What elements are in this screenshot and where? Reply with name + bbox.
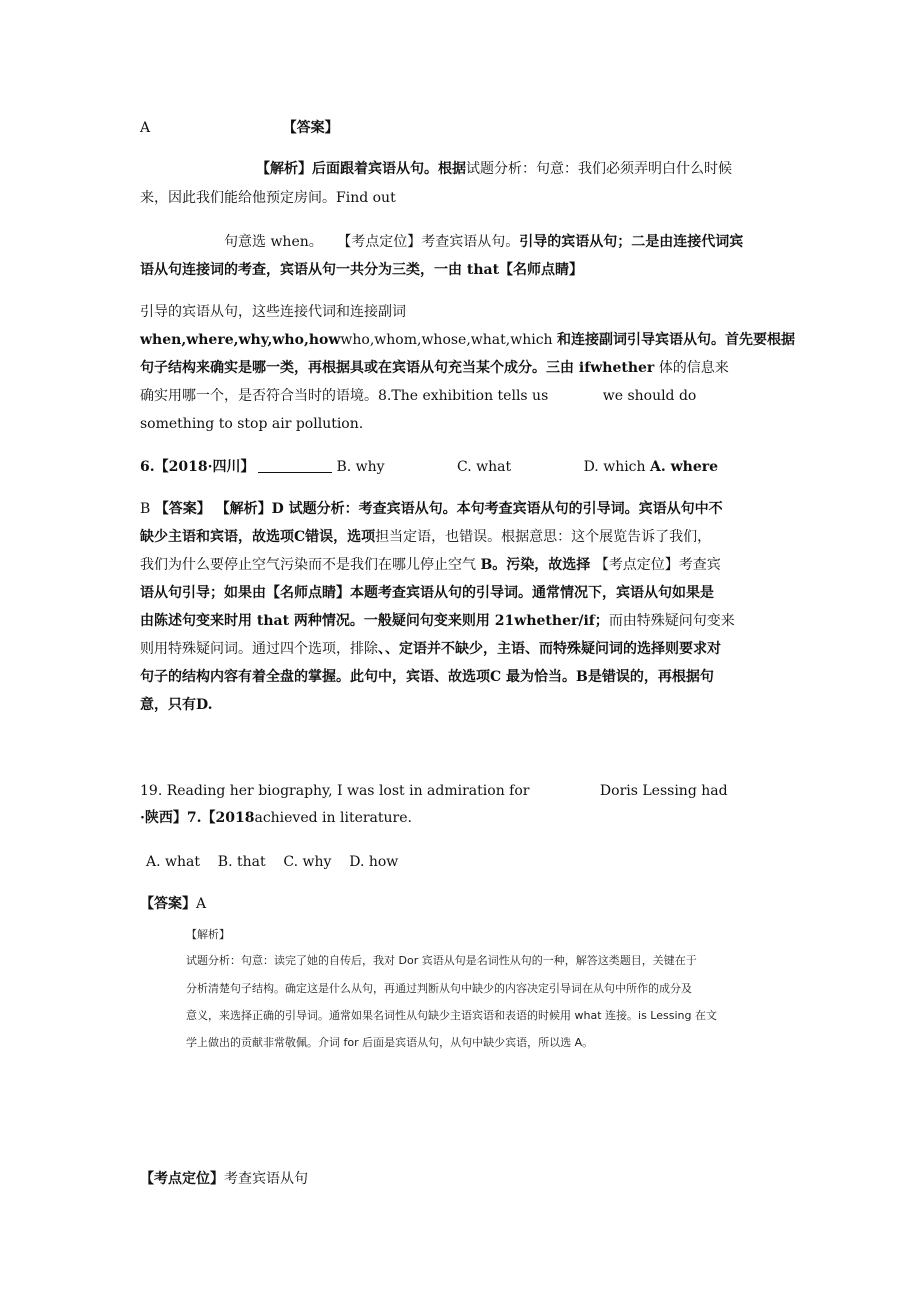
- scan-title: 【解析】: [186, 928, 230, 941]
- scan-line: 意义，来选择正确的引导词。通常如果名词性从句缺少主语宾语和表语的时候用 what 连接。is Lessing 在文: [186, 1009, 717, 1022]
- text-line: 句子结构来确实是哪一类，再根据具或在宾语从句充当某个成分。三由 ifwhether 体的信息来: [140, 360, 729, 376]
- option-c: C. what: [457, 459, 512, 475]
- text-line: 语从句引导；如果由【名师点睛】本题考查宾语从句的引导词。通常情况下，宾语从句如果是: [140, 585, 714, 601]
- scan-line: 分析清楚句子结构。确定这是什么从句，再通过判断从句中缺少的内容决定引导词在从句中所作的成分及: [186, 982, 692, 995]
- answer-blank: [258, 472, 332, 473]
- question-6: [140, 458, 718, 476]
- question-19: 19. Reading her biography, I was lost in admiration for Doris Lessing had: [140, 783, 728, 799]
- option-a: A. where: [650, 459, 719, 475]
- text-line: something to stop air pollution.: [140, 416, 364, 432]
- text-line: 句意选 when。 【考点定位】考查宾语从句。引导的宾语从句；二是由连接代词宾: [224, 234, 744, 250]
- footer-line: 【考点定位】考查宾语从句: [140, 1171, 308, 1187]
- text-line: when,where,why,who,howwho,whom,whose,what,which 和连接副词引导宾语从句。首先要根据: [140, 332, 795, 348]
- option-b: B. why: [336, 459, 385, 475]
- question-19-options: A. what B. that C. why D. how: [146, 854, 399, 870]
- answer-line-1: [140, 119, 339, 137]
- text-line: 确实用哪一个，是否符合当时的语境。8.The exhibition tells us we should do: [140, 388, 697, 404]
- text-line: 由陈述句变来时用 that 两种情况。一般疑问句变来则用 21whether/if；而由特殊疑问句变来: [140, 613, 735, 629]
- question-19-answer: 【答案】A: [140, 896, 207, 912]
- answer-label: 【答案】: [282, 120, 339, 136]
- option-d: D. which: [583, 459, 646, 475]
- scan-line: 学上做出的贡献非常敬佩。介词 for 后面是宾语从句，从句中缺少宾语，所以选 A。: [186, 1036, 594, 1049]
- text-line: 来，因此我们能给他预定房间。Find out: [140, 190, 396, 206]
- choice-letter: A: [140, 120, 151, 136]
- text-line: B 【答案】 【解析】D 试题分析：考查宾语从句。本句考查宾语从句的引导词。宾语从句中不: [140, 501, 723, 517]
- question-label: 6.【2018·四川】: [140, 459, 255, 475]
- scan-line: 试题分析：句意：读完了她的自传后，我对 Dor 宾语从句是名词性从句的一种，解答这类题目，关键在于: [186, 954, 697, 967]
- text-line: 意，只有D.: [140, 697, 213, 713]
- analysis-line: 【解析】后面跟着宾语从句。根据试题分析：句意：我们必须弄明白什么时候: [256, 161, 732, 177]
- text-line: 则用特殊疑问词。通过四个选项，排除、、定语并不缺少，主语、而特殊疑问词的选择则要求对: [140, 641, 721, 657]
- text-line: 我们为什么要停止空气污染而不是我们在哪儿停止空气 B。污染，故选择 【考点定位】考查宾: [140, 557, 721, 573]
- text-line: 语从句连接词的考查，宾语从句一共分为三类，一由 that【名师点睛】: [140, 262, 584, 278]
- text-line: 缺少主语和宾语，故选项C错误，选项担当定语，也错误。根据意思：这个展览告诉了我们，: [140, 529, 712, 545]
- text-line: 引导的宾语从句，这些连接代词和连接副词: [140, 304, 406, 320]
- question-19-source: ·陕西】7.【2018achieved in literature.: [140, 810, 412, 826]
- text-line: 句子的结构内容有着全盘的掌握。此句中，宾语、故选项C 最为恰当。B是错误的，再根据句: [140, 669, 714, 685]
